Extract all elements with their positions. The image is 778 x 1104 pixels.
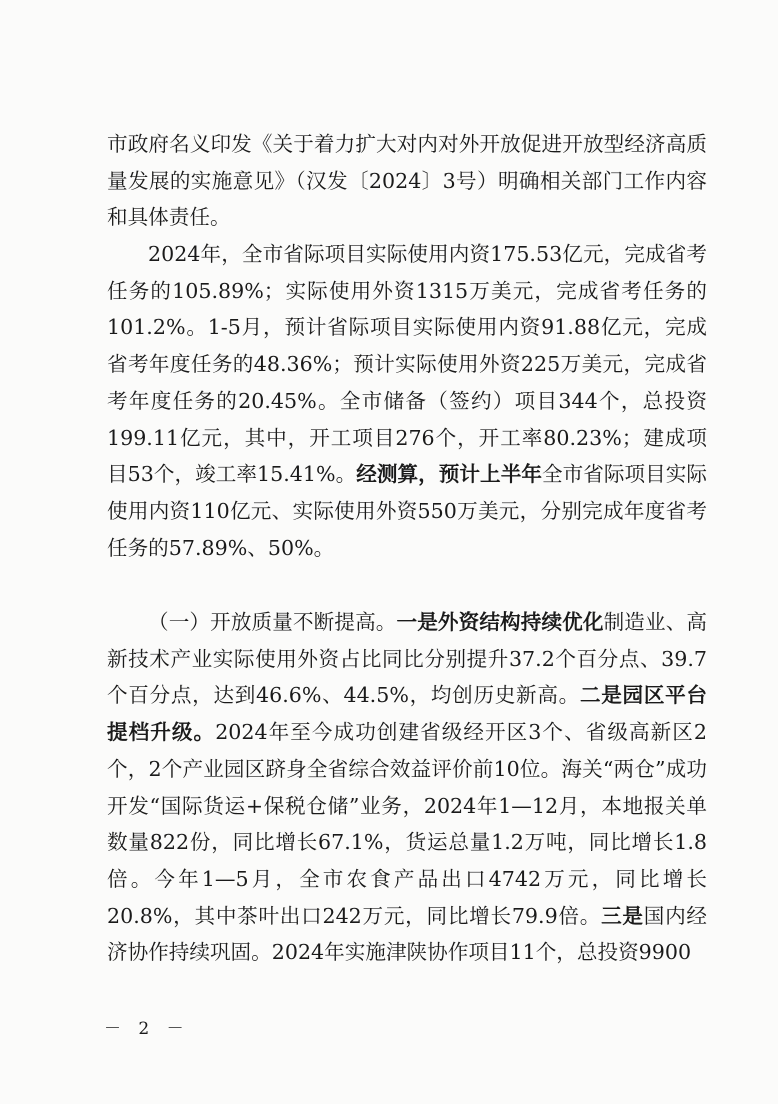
paragraph-2-text-a: 2024年，全市省际项目实际使用内资175.53亿元，完成省考任务的105.89%；实际使用外资1315万美元，完成省考任务的101.2%。1-5月，预计省际项目实际使用内资91.88亿元，完成省考年度任务的48.36%；预计实际使用外资225万美元，完成省考年度任务的20.45%。全市储备（签约）项目344个，总投资199.11亿元，其中，开工项目276个，开工率80.23%；建成项目53个，竣工率15.41%。 <box>107 242 707 487</box>
paragraph-3 <box>107 604 707 971</box>
point-2-text: 2024年至今成功创建省级经开区3个、省级高新区2个，2个产业园区跻身全省综合效益评价前10位。海关“两仓”成功开发“国际货运+保税仓储”业务，2024年1—12月，本地报关单数量822份，同比增长67.1%，货运总量1.2万吨，同比增长1.8倍。今年1—5月，全市农食产品出口4742万元，同比增长20.8%，其中茶叶出口242万元，同比增长79.9倍。 <box>107 720 707 928</box>
point-3-heading: 三是 <box>601 903 644 928</box>
paragraph-1-text: 市政府名义印发《关于着力扩大对内对外开放促进开放型经济高质量发展的实施意见》（汉发〔2024〕3号）明确相关部门工作内容和具体责任。 <box>107 132 707 230</box>
section-heading: （一）开放质量不断提高。 <box>148 610 397 634</box>
point-2-heading: 二是园区平台提档升级。 <box>107 683 707 745</box>
point-1-text: 制造业、高新技术产业实际使用外资占比同比分别提升37.2个百分点、39.7个百分点，达到46.6%、44.5%，均创历史新高。 <box>107 610 708 708</box>
paragraph-2-text-b: 全市省际项目实际使用内资110亿元、实际使用外资550万美元，分别完成年度省考任务的57.89%、50%。 <box>107 462 708 560</box>
paragraph-2-bold-a: 经测算，预计上半年 <box>356 462 542 487</box>
paragraph-project-investment <box>107 236 707 566</box>
paragraph-open-quality <box>107 604 707 971</box>
point-3-text: 国内经济协作持续巩固。2024年实施津陕协作项目11个，总投资9900 <box>107 903 708 965</box>
paragraph-2 <box>107 236 707 566</box>
point-1-heading: 一是外资结构持续优化 <box>396 610 604 634</box>
page-number: － 2 － <box>104 1019 190 1039</box>
paragraph-continuation <box>107 126 707 236</box>
